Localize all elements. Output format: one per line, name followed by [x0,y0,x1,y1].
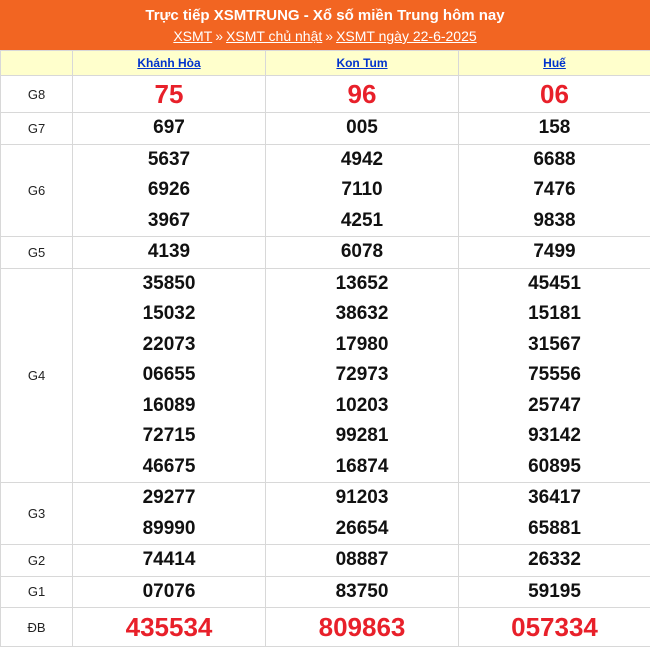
prize-number: 83750 [266,577,458,608]
prize-number: 35850 [73,269,265,300]
prize-row-g2 [1,545,650,577]
prize-cell [266,268,459,483]
prize-cell [459,545,650,577]
prize-number: 89990 [73,514,265,545]
prize-number: 809863 [266,608,458,646]
prize-number: 65881 [459,514,650,545]
prize-number: 435534 [73,608,265,646]
prize-cell [266,545,459,577]
prize-label: G8 [1,76,73,113]
prize-number: 72973 [266,360,458,391]
prize-number: 08887 [266,545,458,576]
province-header-khanh-hoa [73,51,266,76]
prize-table-body [1,76,650,647]
prize-cell [459,608,650,647]
prize-number: 4139 [73,237,265,268]
prize-cell [73,608,266,647]
prize-number: 91203 [266,483,458,514]
province-header-hue [459,51,650,76]
prize-number: 99281 [266,421,458,452]
prize-row-g1 [1,576,650,608]
prize-row-g3 [1,483,650,545]
prize-cell [459,268,650,483]
prize-label: ĐB [1,608,73,647]
prize-number: 6078 [266,237,458,268]
prize-cell [266,76,459,113]
prize-cell [266,608,459,647]
prize-number: 22073 [73,330,265,361]
prize-cell [459,576,650,608]
prize-cell [459,237,650,269]
prize-cell [266,144,459,237]
prize-number: 59195 [459,577,650,608]
prize-number: 72715 [73,421,265,452]
prize-number: 45451 [459,269,650,300]
prize-number: 4942 [266,145,458,176]
prize-number: 07076 [73,577,265,608]
prize-cell [73,113,266,145]
prize-number: 17980 [266,330,458,361]
page-title: Trực tiếp XSMTRUNG - Xổ số miền Trung hôm nay [0,7,650,25]
prize-cell [459,144,650,237]
results-table [0,50,650,647]
prize-cell [73,483,266,545]
prize-row-g4 [1,268,650,483]
prize-number: 697 [73,113,265,144]
prize-number: 38632 [266,299,458,330]
prize-number: 4251 [266,206,458,237]
prize-label: G5 [1,237,73,269]
prize-number: 31567 [459,330,650,361]
province-link-hue[interactable]: Huế [543,56,566,70]
prize-cell [73,545,266,577]
prize-number: 9838 [459,206,650,237]
prize-row-g6 [1,144,650,237]
prize-number: 5637 [73,145,265,176]
breadcrumb-xsmt[interactable]: XSMT [173,28,212,44]
prize-number: 158 [459,113,650,144]
prize-number: 057334 [459,608,650,646]
prize-number: 7499 [459,237,650,268]
header-blank-cell [1,51,73,76]
prize-number: 06 [459,76,650,112]
breadcrumb-separator: » [215,28,223,44]
prize-cell [459,483,650,545]
prize-number: 13652 [266,269,458,300]
prize-label: G7 [1,113,73,145]
prize-number: 93142 [459,421,650,452]
prize-number: 74414 [73,545,265,576]
prize-number: 96 [266,76,458,112]
prize-cell [73,576,266,608]
prize-label: G6 [1,144,73,237]
prize-number: 10203 [266,391,458,422]
prize-number: 26332 [459,545,650,576]
prize-row-g8 [1,76,650,113]
prize-row-g5 [1,237,650,269]
breadcrumb [0,27,650,45]
province-header-row [1,51,650,76]
prize-cell [266,113,459,145]
prize-row-db [1,608,650,647]
prize-label: G1 [1,576,73,608]
prize-cell [73,76,266,113]
prize-cell [266,237,459,269]
prize-number: 75556 [459,360,650,391]
prize-number: 46675 [73,452,265,483]
prize-cell [266,483,459,545]
prize-label: G4 [1,268,73,483]
prize-number: 7476 [459,175,650,206]
header-banner [0,0,650,50]
prize-number: 16874 [266,452,458,483]
prize-number: 60895 [459,452,650,483]
prize-cell [459,113,650,145]
prize-number: 26654 [266,514,458,545]
prize-number: 29277 [73,483,265,514]
prize-number: 16089 [73,391,265,422]
prize-number: 25747 [459,391,650,422]
prize-number: 15181 [459,299,650,330]
prize-cell [459,76,650,113]
prize-cell [73,237,266,269]
province-link-kon-tum[interactable]: Kon Tum [336,56,387,70]
prize-row-g7 [1,113,650,145]
prize-number: 06655 [73,360,265,391]
prize-number: 36417 [459,483,650,514]
prize-label: G2 [1,545,73,577]
prize-number: 6688 [459,145,650,176]
prize-cell [73,268,266,483]
prize-number: 3967 [73,206,265,237]
prize-label: G3 [1,483,73,545]
province-header-kon-tum [266,51,459,76]
breadcrumb-separator: » [325,28,333,44]
breadcrumb-xsmt-sunday[interactable]: XSMT chủ nhật [226,28,322,44]
prize-number: 005 [266,113,458,144]
breadcrumb-xsmt-date[interactable]: XSMT ngày 22-6-2025 [336,28,477,44]
prize-number: 75 [73,76,265,112]
prize-number: 7110 [266,175,458,206]
province-link-khanh-hoa[interactable]: Khánh Hòa [137,56,200,70]
prize-number: 15032 [73,299,265,330]
prize-number: 6926 [73,175,265,206]
prize-cell [73,144,266,237]
prize-cell [266,576,459,608]
